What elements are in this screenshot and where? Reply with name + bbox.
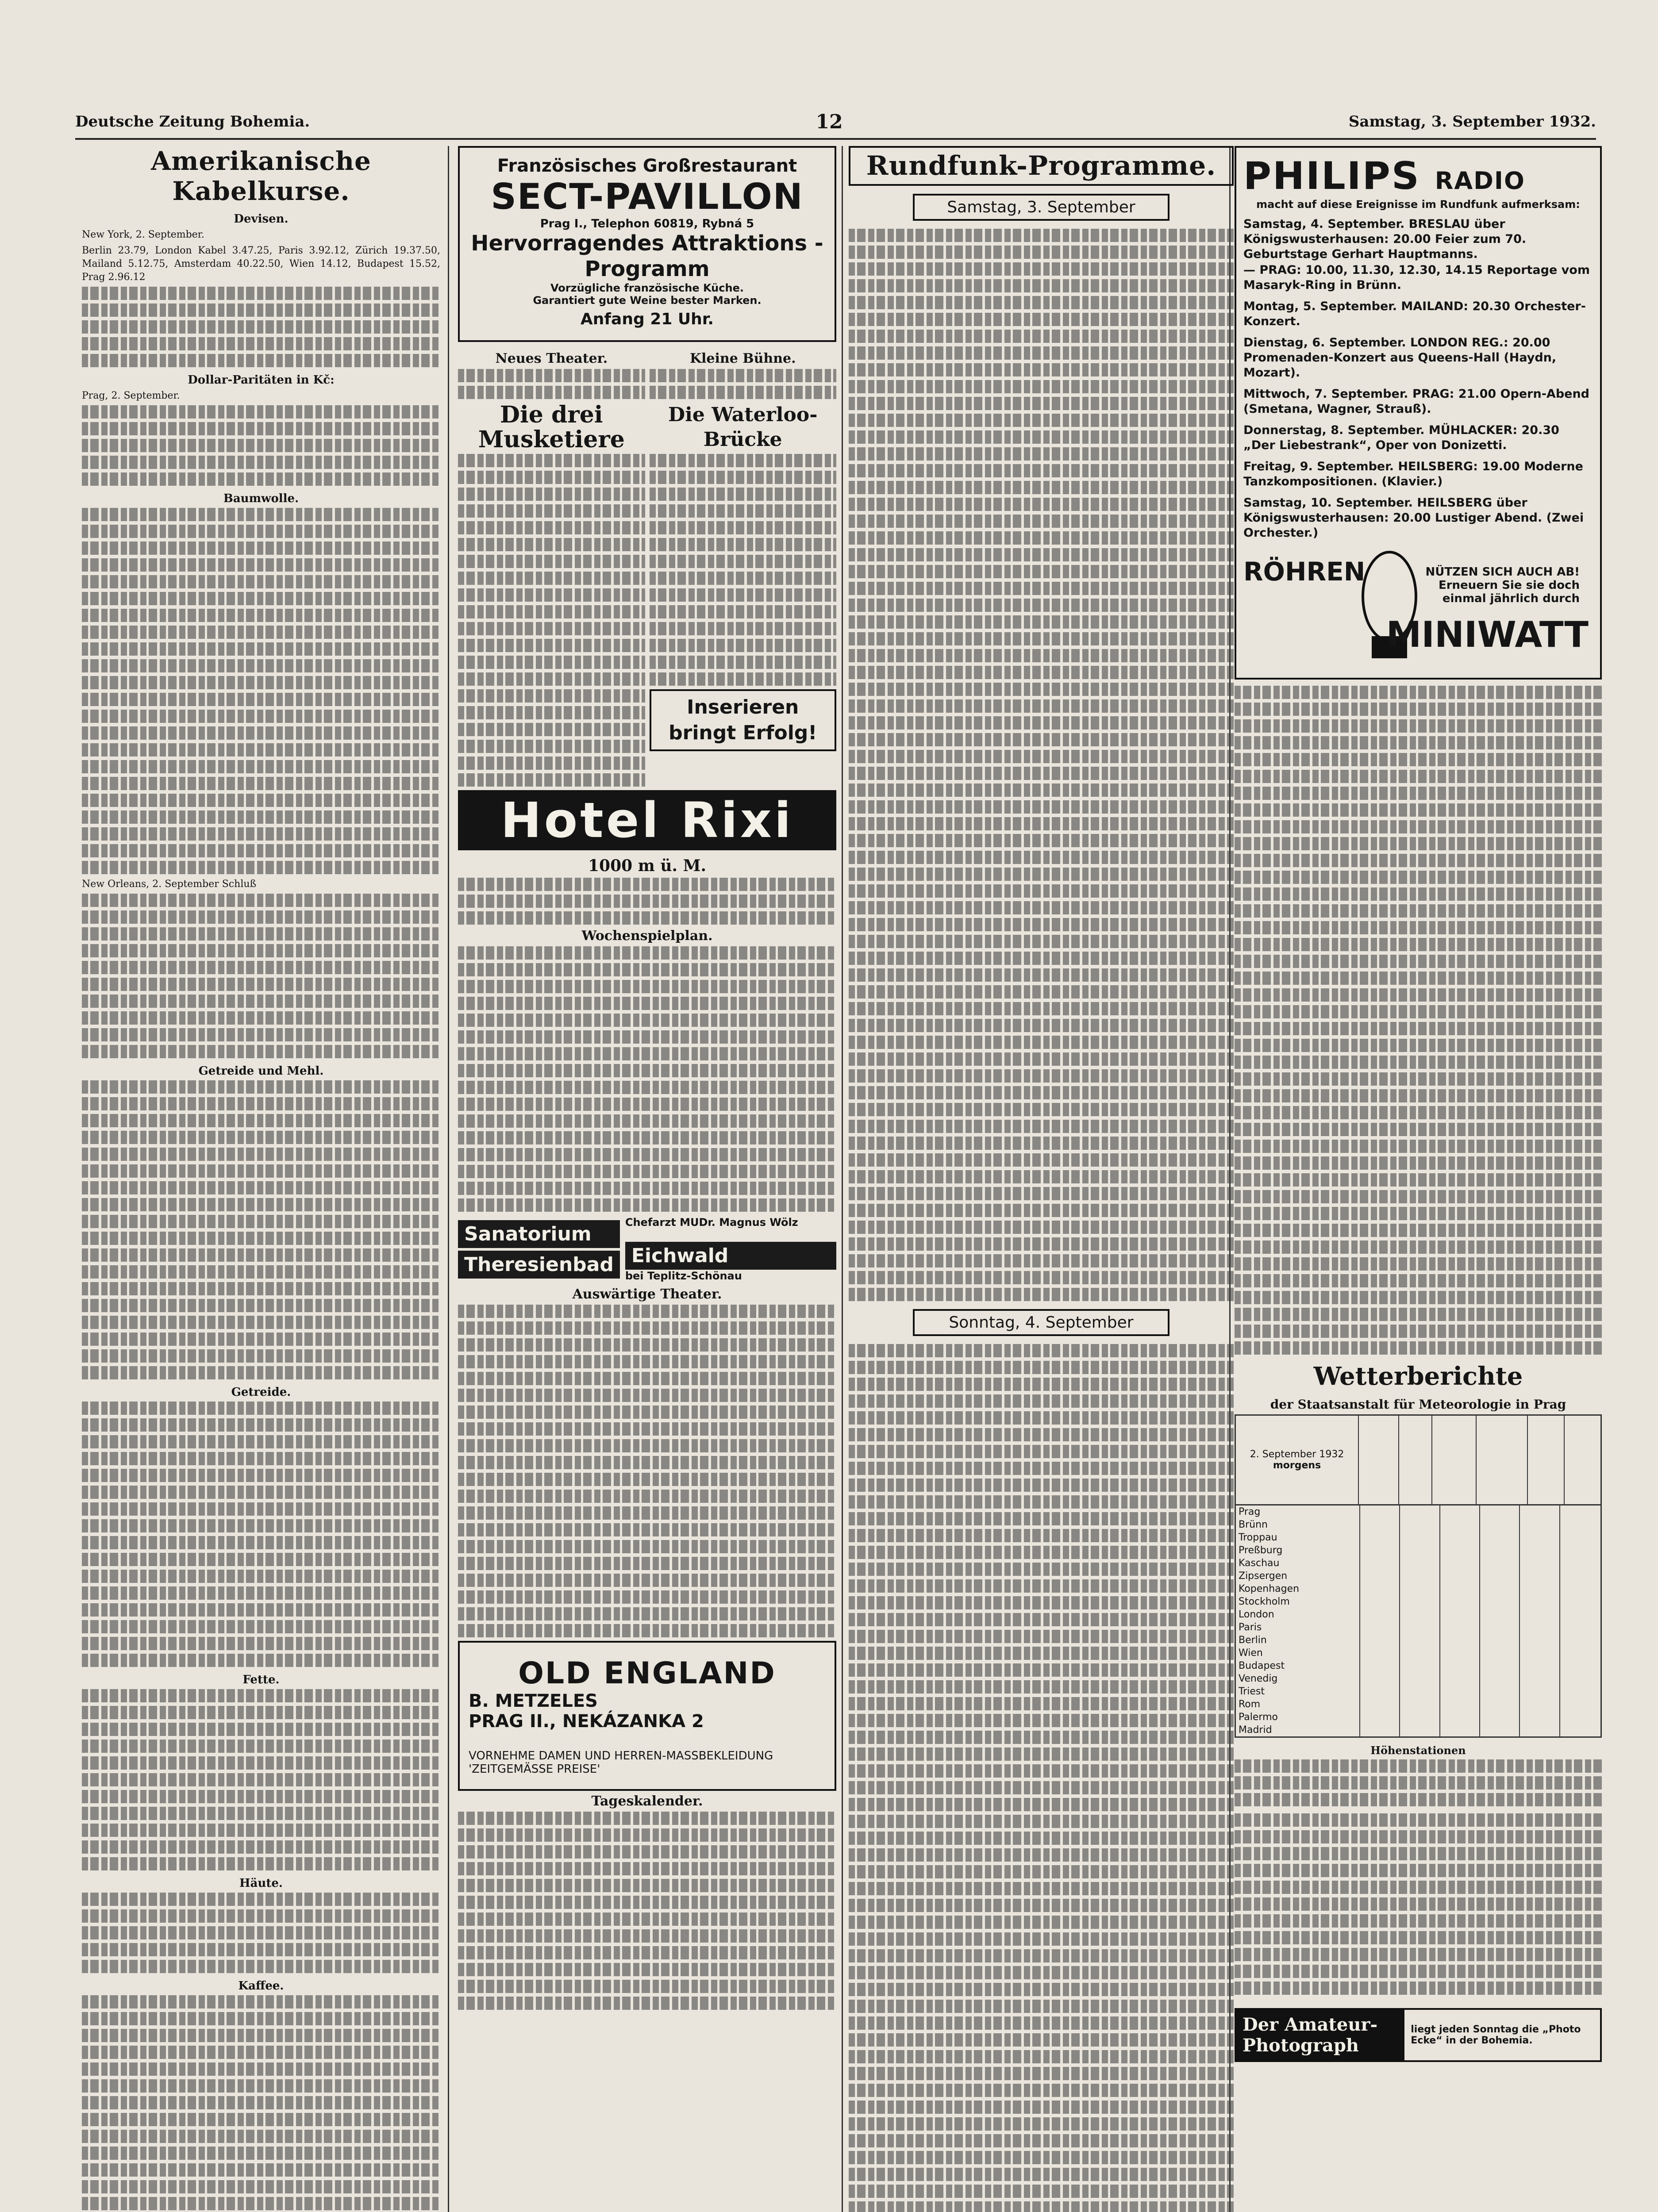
radio-event: Donnerstag, 8. September. MÜHLACKER: 20.30 „Der Liebestrank“, Oper von Donizetti. <box>1243 423 1559 452</box>
radio-event: Samstag, 4. September. BRESLAU über Königswusterhausen: 20.00 Feier zum 70. Geburtstage Gerhart Hauptmanns. <box>1243 217 1527 261</box>
weather-cell <box>1440 1634 1480 1647</box>
weather-cell <box>1360 1557 1400 1570</box>
ad-word: Eichwald <box>625 1242 836 1270</box>
dateline: New York, 2. September. <box>82 229 204 240</box>
ad-headline: OLD ENGLAND <box>518 1656 776 1691</box>
section-heading: Getreide und Mehl. <box>198 1064 324 1078</box>
weather-cell <box>1360 1659 1400 1672</box>
paper-name: Deutsche Zeitung Bohemia. <box>75 113 310 131</box>
weather-cell <box>1360 1647 1400 1659</box>
philips-logo <box>1243 154 1593 198</box>
ad-slogan: Inserieren bringt Erfolg! <box>669 696 817 744</box>
rundfunk-title: Rundfunk-Programme. <box>849 146 1234 186</box>
ad-headline: SECT-PAVILLON <box>491 176 804 217</box>
weather-cell <box>1480 1698 1520 1711</box>
weather-cell <box>1360 1544 1400 1557</box>
weather-row <box>1235 1659 1601 1672</box>
radio-event: — PRAG: 10.00, 11.30, 12.30, 14.15 Reportage vom Masaryk-Ring in Brünn. <box>1243 263 1590 292</box>
column-divider <box>842 146 843 2212</box>
column-philips-wetter <box>1235 146 1602 2212</box>
weather-cell <box>1400 1518 1439 1531</box>
weather-title: Wetterberichte <box>1313 1362 1523 1391</box>
weather-cell <box>1520 1595 1559 1608</box>
weather-cell <box>1400 1698 1439 1711</box>
station-name: Wien <box>1235 1647 1360 1659</box>
column-kabelkurse <box>82 146 440 2212</box>
masthead <box>75 108 1596 135</box>
weather-cell <box>1520 1685 1559 1698</box>
weather-cell <box>1360 1505 1400 1518</box>
weather-cell <box>1440 1724 1480 1737</box>
weather-cell <box>1400 1570 1439 1582</box>
weather-cell <box>1440 1698 1480 1711</box>
weather-row <box>1235 1582 1601 1595</box>
brand-radio: RADIO <box>1435 167 1525 195</box>
radio-event: Samstag, 10. September. HEILSBERG über Königswusterhausen: 20.00 Lustiger Abend. (Zwei Orchester.) <box>1243 496 1584 540</box>
weather-cell <box>1440 1711 1480 1724</box>
weather-row <box>1235 1724 1601 1737</box>
weather-table <box>1235 1505 1602 1738</box>
weather-cell <box>1440 1570 1480 1582</box>
weather-cell <box>1480 1557 1520 1570</box>
play-title: Die Waterloo-Brücke <box>668 403 818 451</box>
weather-row <box>1235 1518 1601 1531</box>
ad-word: RÖHREN <box>1243 557 1366 587</box>
weather-row <box>1235 1621 1601 1634</box>
rates-text: Berlin 23.79, London Kabel 3.47.25, Paris 3.92.12, Zürich 19.37.50, Mailand 5.12.75, Amsterdam 40.22.50, Wien 14.12, Budapest 15.52, Prag 2.96.12 <box>82 245 440 283</box>
weather-cell <box>1440 1659 1480 1672</box>
section-heading: Fette. <box>242 1673 280 1686</box>
weather-cell <box>1560 1698 1601 1711</box>
ad-line: NÜTZEN SICH AUCH AB! Erneuern Sie sie doch einmal jährlich durch <box>1425 565 1580 605</box>
weather-cell <box>1400 1621 1439 1634</box>
station-name: Paris <box>1235 1621 1360 1634</box>
weather-cell <box>1400 1557 1439 1570</box>
weather-cell <box>1560 1531 1601 1544</box>
page-number: 12 <box>816 110 843 133</box>
weather-row <box>1235 1570 1601 1582</box>
section-heading: Wochenspielplan. <box>581 928 713 944</box>
weather-row <box>1235 1672 1601 1685</box>
weather-cell <box>1360 1724 1400 1737</box>
weather-time: morgens <box>1273 1460 1321 1471</box>
weather-cell <box>1360 1518 1400 1531</box>
weather-cell <box>1520 1518 1559 1531</box>
station-name: Venedig <box>1235 1672 1360 1685</box>
station-name: Berlin <box>1235 1634 1360 1647</box>
weather-cell <box>1360 1698 1400 1711</box>
radio-event: Mittwoch, 7. September. PRAG: 21.00 Opern-Abend (Smetana, Wagner, Strauß). <box>1243 387 1590 416</box>
weather-cell <box>1560 1544 1601 1557</box>
weather-cell <box>1360 1634 1400 1647</box>
day-heading: Samstag, 3. September <box>913 194 1169 221</box>
ad-line: liegt jeden Sonntag die „Photo Ecke“ in der Bohemia. <box>1411 2024 1581 2046</box>
weather-cell <box>1400 1531 1439 1544</box>
issue-date: Samstag, 3. September 1932. <box>1348 113 1596 131</box>
column-divider <box>448 146 449 2212</box>
weather-cell <box>1520 1531 1559 1544</box>
station-name: Zipsergen <box>1235 1570 1360 1582</box>
weather-cell <box>1360 1595 1400 1608</box>
masthead-rule <box>75 138 1596 140</box>
radio-event: Dienstag, 6. September. LONDON REG.: 20.00 Promenaden-Konzert aus Queens-Hall (Haydn, Mozart). <box>1243 336 1557 380</box>
weather-cell <box>1480 1505 1520 1518</box>
ad-line: Anfang 21 Uhr. <box>580 310 714 328</box>
ad-word: Theresienbad <box>458 1251 620 1279</box>
station-name: Brünn <box>1235 1518 1360 1531</box>
philips-radio-ad <box>1235 146 1602 680</box>
station-name: Kopenhagen <box>1235 1582 1360 1595</box>
weather-row <box>1235 1544 1601 1557</box>
weather-row <box>1235 1634 1601 1647</box>
weather-cell <box>1520 1621 1559 1634</box>
weather-cell <box>1480 1659 1520 1672</box>
weather-cell <box>1560 1505 1601 1518</box>
weather-cell <box>1360 1608 1400 1621</box>
weather-row <box>1235 1711 1601 1724</box>
weather-cell <box>1400 1685 1439 1698</box>
section-heading: Kaffee. <box>238 1979 284 1993</box>
weather-cell <box>1560 1608 1601 1621</box>
station-name: Budapest <box>1235 1659 1360 1672</box>
ad-line: VORNEHME DAMEN UND HERREN-MASSBEKLEIDUNG 'ZEITGEMÄSSE PREISE' <box>469 1749 773 1776</box>
weather-cell <box>1520 1570 1559 1582</box>
weather-cell <box>1480 1518 1520 1531</box>
weather-cell <box>1480 1608 1520 1621</box>
weather-cell <box>1560 1518 1601 1531</box>
weather-row <box>1235 1595 1601 1608</box>
station-name: Preßburg <box>1235 1544 1360 1557</box>
weather-cell <box>1440 1595 1480 1608</box>
sect-pavillon-ad <box>458 146 836 342</box>
hoehenstationen-heading: Höhenstationen <box>1370 1744 1466 1757</box>
weather-cell <box>1480 1672 1520 1685</box>
weather-cell <box>1360 1582 1400 1595</box>
station-name: Kaschau <box>1235 1557 1360 1570</box>
weather-row <box>1235 1647 1601 1659</box>
weather-cell <box>1560 1570 1601 1582</box>
weather-cell <box>1480 1582 1520 1595</box>
weather-cell <box>1560 1685 1601 1698</box>
column-theater <box>458 146 836 2212</box>
ad-line: Prag I., Telephon 60819, Rybná 5 <box>540 217 754 230</box>
weather-cell <box>1400 1608 1439 1621</box>
inserieren-ad <box>650 689 837 751</box>
miniwatt-ad <box>1243 548 1593 672</box>
weather-cell <box>1480 1621 1520 1634</box>
weather-cell <box>1520 1659 1559 1672</box>
weather-cell <box>1440 1544 1480 1557</box>
sanatorium-ad <box>458 1216 836 1282</box>
weather-cell <box>1400 1647 1439 1659</box>
weather-cell <box>1520 1647 1559 1659</box>
hotel-rixi-ad: Hotel Rixi <box>458 790 836 850</box>
weather-subtitle: der Staatsanstalt für Meteorologie in Prag <box>1270 1397 1566 1412</box>
theater-name: Neues Theater. <box>495 351 608 366</box>
weather-cell <box>1520 1544 1559 1557</box>
section-heading: Dollar-Paritäten in Kč: <box>188 373 335 387</box>
section-heading: Häute. <box>239 1877 283 1890</box>
day-heading: Sonntag, 4. September <box>913 1309 1169 1336</box>
weather-cell <box>1520 1672 1559 1685</box>
weather-cell <box>1440 1531 1480 1544</box>
ad-line: B. METZELES <box>469 1691 598 1711</box>
weather-cell <box>1480 1570 1520 1582</box>
station-name: Stockholm <box>1235 1595 1360 1608</box>
brand: PHILIPS <box>1243 154 1420 198</box>
ad-line: Französisches Großrestaurant <box>497 156 797 176</box>
weather-cell <box>1560 1672 1601 1685</box>
weather-cell <box>1560 1711 1601 1724</box>
weather-cell <box>1360 1531 1400 1544</box>
weather-cell <box>1560 1724 1601 1737</box>
weather-cell <box>1520 1711 1559 1724</box>
weather-cell <box>1440 1685 1480 1698</box>
column-rundfunk <box>849 146 1234 2212</box>
kabelkurse-title: Amerikanische Kabelkurse. <box>151 146 371 206</box>
weather-cell <box>1560 1634 1601 1647</box>
weather-cell <box>1360 1621 1400 1634</box>
weather-cell <box>1400 1544 1439 1557</box>
weather-cell <box>1400 1672 1439 1685</box>
radio-event: Freitag, 9. September. HEILSBERG: 19.00 Moderne Tanzkompositionen. (Klavier.) <box>1243 460 1583 488</box>
weather-row <box>1235 1557 1601 1570</box>
weather-table-header <box>1235 1414 1602 1505</box>
weather-cell <box>1520 1698 1559 1711</box>
weather-cell <box>1360 1672 1400 1685</box>
station-name: Madrid <box>1235 1724 1360 1737</box>
weather-cell <box>1480 1724 1520 1737</box>
weather-row <box>1235 1685 1601 1698</box>
weather-cell <box>1480 1711 1520 1724</box>
weather-cell <box>1480 1647 1520 1659</box>
weather-cell <box>1440 1608 1480 1621</box>
weather-date: 2. September 1932 <box>1250 1449 1344 1460</box>
station-name: Prag <box>1235 1505 1360 1518</box>
section-heading: Tageskalender. <box>591 1793 703 1809</box>
weather-cell <box>1440 1672 1480 1685</box>
theater-name: Kleine Bühne. <box>689 351 796 366</box>
weather-cell <box>1480 1685 1520 1698</box>
weather-cell <box>1520 1505 1559 1518</box>
station-name: Rom <box>1235 1698 1360 1711</box>
theater-listings <box>458 348 836 790</box>
play-title: Die drei Musketiere <box>478 401 625 453</box>
weather-cell <box>1560 1582 1601 1595</box>
station-name: Palermo <box>1235 1711 1360 1724</box>
weather-row <box>1235 1698 1601 1711</box>
weather-cell <box>1520 1557 1559 1570</box>
weather-row <box>1235 1608 1601 1621</box>
section-heading: Getreide. <box>231 1386 291 1399</box>
weather-cell <box>1440 1647 1480 1659</box>
weather-cell <box>1400 1505 1439 1518</box>
old-england-ad <box>458 1641 836 1791</box>
weather-cell <box>1400 1595 1439 1608</box>
weather-cell <box>1440 1621 1480 1634</box>
weather-cell <box>1520 1582 1559 1595</box>
weather-cell <box>1520 1724 1559 1737</box>
weather-cell <box>1400 1582 1439 1595</box>
weather-cell <box>1480 1531 1520 1544</box>
weather-cell <box>1480 1634 1520 1647</box>
ad-headline: Der Amateur-Photograph <box>1236 2010 1404 2060</box>
station-name: Triest <box>1235 1685 1360 1698</box>
radio-event: Montag, 5. September. MAILAND: 20.30 Orchester-Konzert. <box>1243 300 1586 328</box>
weather-cell <box>1360 1570 1400 1582</box>
weather-row <box>1235 1505 1601 1518</box>
ad-line: Vorzügliche französische Küche. <box>550 282 744 294</box>
weather-cell <box>1400 1711 1439 1724</box>
ad-word: Sanatorium <box>458 1220 620 1248</box>
section-heading: Devisen. <box>234 212 289 226</box>
weather-cell <box>1480 1544 1520 1557</box>
amateur-photograph-ad <box>1235 2008 1602 2062</box>
weather-cell <box>1560 1595 1601 1608</box>
weather-cell <box>1520 1634 1559 1647</box>
weather-row <box>1235 1531 1601 1544</box>
weather-cell <box>1400 1659 1439 1672</box>
station-name: London <box>1235 1608 1360 1621</box>
section-heading: Baumwolle. <box>223 492 299 505</box>
hotel-altitude: 1000 m ü. M. <box>588 856 706 875</box>
ad-line: Chefarzt MUDr. Magnus Wölz <box>625 1216 798 1229</box>
weather-cell <box>1440 1505 1480 1518</box>
weather-cell <box>1560 1647 1601 1659</box>
weather-cell <box>1560 1621 1601 1634</box>
weather-cell <box>1480 1595 1520 1608</box>
weather-cell <box>1360 1711 1400 1724</box>
weather-cell <box>1440 1582 1480 1595</box>
weather-cell <box>1400 1724 1439 1737</box>
weather-cell <box>1440 1557 1480 1570</box>
weather-cell <box>1400 1634 1439 1647</box>
weather-cell <box>1360 1685 1400 1698</box>
weather-cell <box>1560 1557 1601 1570</box>
weather-cell <box>1560 1659 1601 1672</box>
dateline: New Orleans, 2. September Schluß <box>82 879 257 890</box>
ad-sub: macht auf diese Ereignisse im Rundfunk aufmerksam: <box>1256 198 1580 211</box>
weather-cell <box>1440 1518 1480 1531</box>
ad-line: bei Teplitz-Schönau <box>625 1270 742 1282</box>
ad-line: PRAG II., NEKÁZANKA 2 <box>469 1711 704 1732</box>
ad-line: Garantiert gute Weine bester Marken. <box>533 294 762 307</box>
section-heading: Auswärtige Theater. <box>572 1286 722 1302</box>
dateline: Prag, 2. September. <box>82 390 180 401</box>
ad-brand: MINIWATT <box>1386 614 1589 655</box>
station-name: Troppau <box>1235 1531 1360 1544</box>
ad-line: Hervorragendes Attraktions - Programm <box>471 231 823 281</box>
weather-cell <box>1520 1608 1559 1621</box>
